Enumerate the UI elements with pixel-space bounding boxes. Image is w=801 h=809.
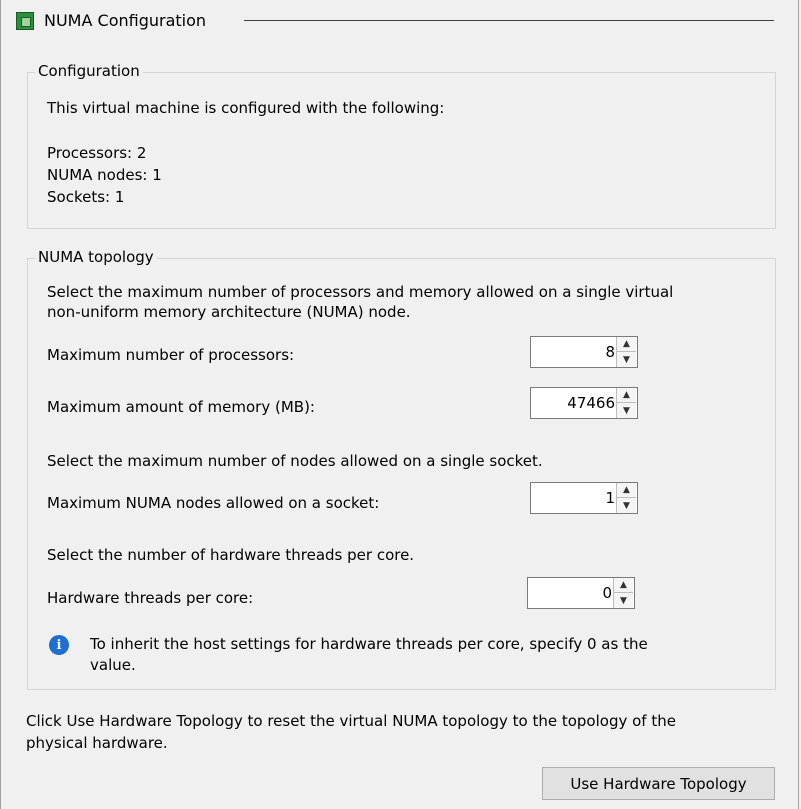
reset-description: Click Use Hardware Topology to reset the virtual NUMA topology to the topology of the <box>26 712 676 730</box>
spin-up-icon[interactable]: ▲ <box>614 578 633 593</box>
max-processors-value[interactable]: 8 <box>605 343 615 361</box>
max-memory-spinner[interactable] <box>530 387 638 419</box>
threads-description: Select the number of hardware threads per core. <box>47 546 415 564</box>
threads-label: Hardware threads per core: <box>47 589 254 607</box>
header-divider <box>244 20 774 21</box>
max-processors-spinner[interactable] <box>530 336 638 368</box>
configuration-group-label: Configuration <box>35 62 143 80</box>
max-memory-value[interactable]: 47466 <box>567 394 615 412</box>
spin-down-icon[interactable]: ▼ <box>617 352 636 367</box>
use-hardware-topology-button[interactable]: Use Hardware Topology <box>542 767 775 800</box>
max-nodes-value[interactable]: 1 <box>605 489 615 507</box>
numa-nodes-count: NUMA nodes: 1 <box>47 166 162 184</box>
threads-value[interactable]: 0 <box>602 584 612 602</box>
configuration-intro: This virtual machine is configured with the following: <box>47 99 445 117</box>
topology-description: Select the maximum number of processors and memory allowed on a single virtual <box>47 283 674 301</box>
section-title: NUMA Configuration <box>44 11 207 30</box>
spin-up-icon[interactable]: ▲ <box>617 483 636 498</box>
max-memory-label: Maximum amount of memory (MB): <box>47 398 315 416</box>
chip-icon <box>16 12 34 30</box>
topology-description-2: non-uniform memory architecture (NUMA) node. <box>47 303 411 321</box>
spin-down-icon[interactable]: ▼ <box>617 403 636 418</box>
spin-up-icon[interactable]: ▲ <box>617 337 636 352</box>
info-icon: i <box>49 635 69 655</box>
nodes-description: Select the maximum number of nodes allowed on a single socket. <box>47 452 543 470</box>
numa-topology-group <box>27 258 776 690</box>
sockets-count: Sockets: 1 <box>47 188 125 206</box>
numa-topology-group-label: NUMA topology <box>35 248 157 266</box>
threads-spinner[interactable] <box>527 577 635 609</box>
max-nodes-spinner[interactable] <box>530 482 638 514</box>
max-processors-label: Maximum number of processors: <box>47 346 295 364</box>
processors-count: Processors: 2 <box>47 144 147 162</box>
info-text-2: value. <box>90 656 136 674</box>
spin-down-icon[interactable]: ▼ <box>614 593 633 608</box>
info-text: To inherit the host settings for hardware threads per core, specify 0 as the <box>90 635 648 653</box>
spin-up-icon[interactable]: ▲ <box>617 388 636 403</box>
max-nodes-label: Maximum NUMA nodes allowed on a socket: <box>47 494 380 512</box>
reset-description-2: physical hardware. <box>26 734 168 752</box>
spin-down-icon[interactable]: ▼ <box>617 498 636 513</box>
